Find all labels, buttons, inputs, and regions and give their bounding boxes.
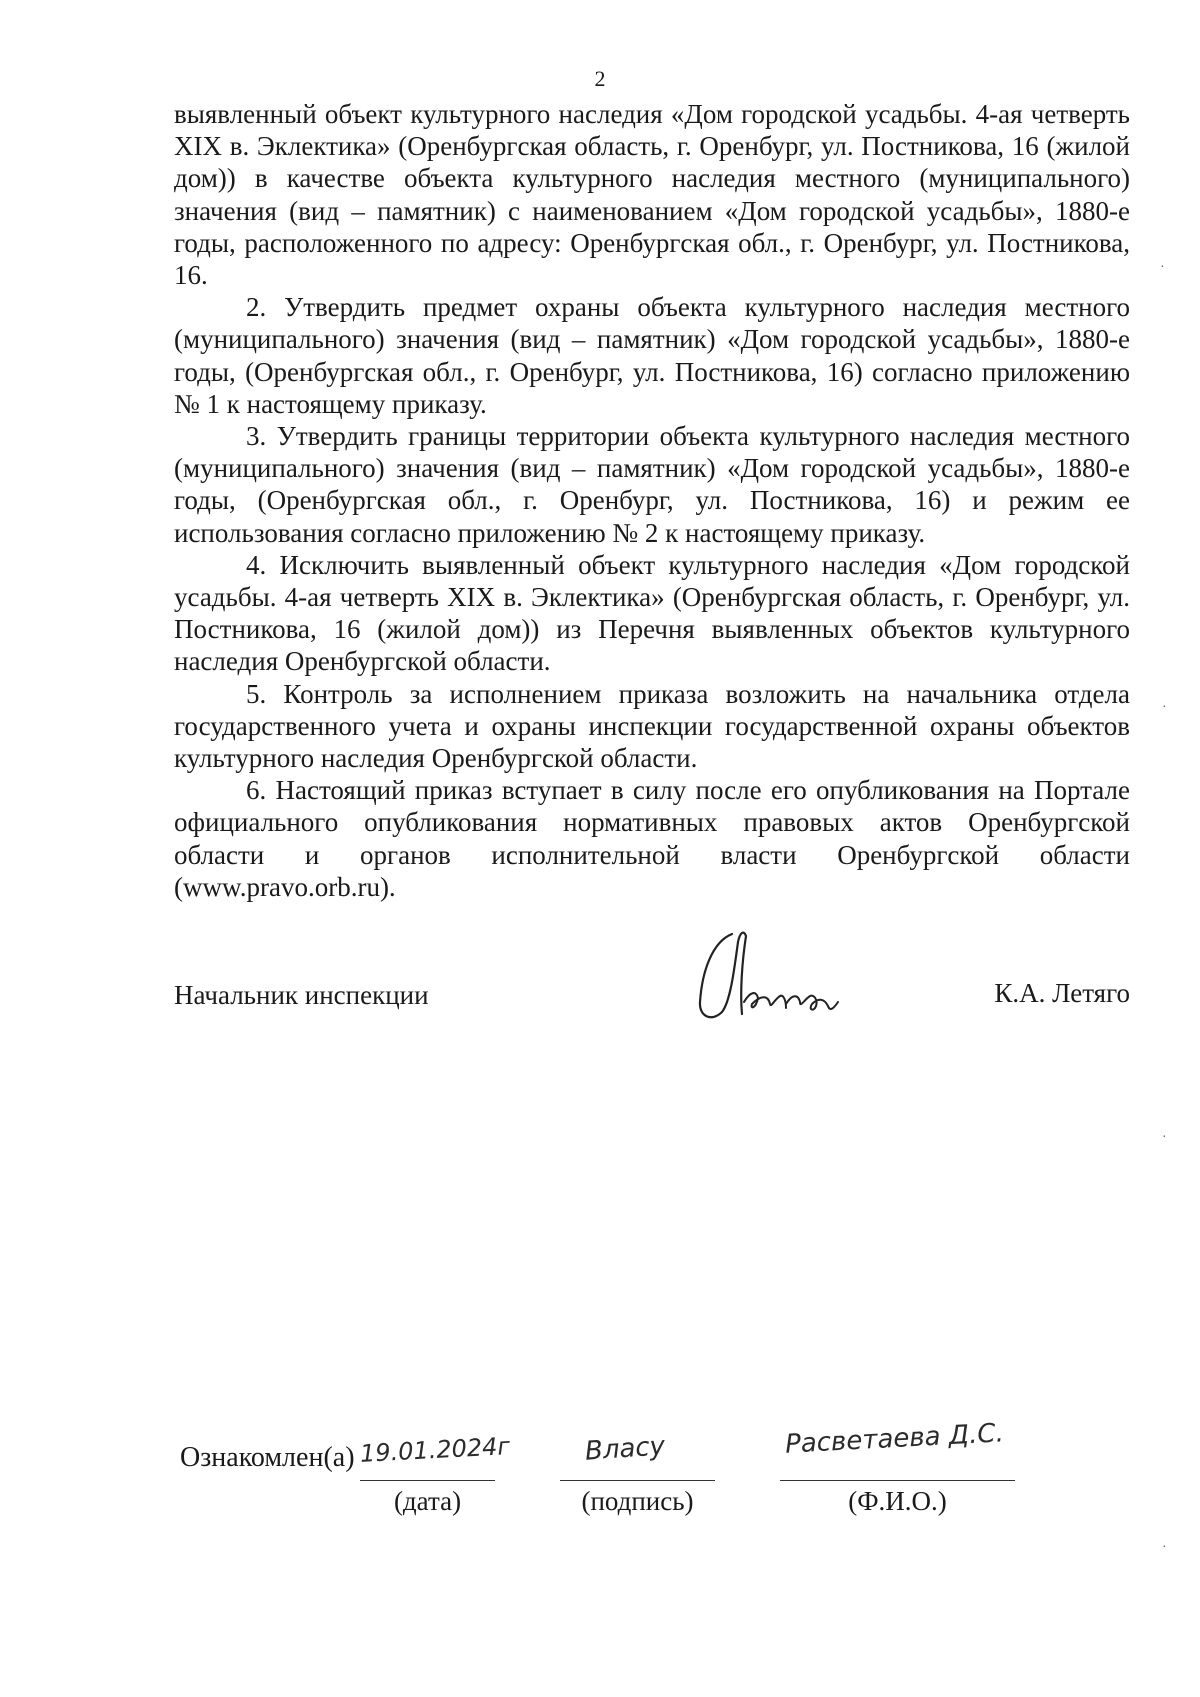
- date-line: [360, 1480, 495, 1481]
- fio-line: [780, 1480, 1015, 1481]
- signature-handwritten: Власу: [584, 1431, 667, 1467]
- paragraph-5: 5. Контроль за исполнением приказа возложить на начальника отдела государственного учета и охраны инспекции государственной охраны объектов культурного наследия Оренбургской области.: [174, 678, 1130, 774]
- signature-line: [560, 1480, 715, 1481]
- paragraph-1-continuation: выявленный объект культурного наследия «Дом городской усадьбы. 4-ая четверть XIX в. Эклектика» (Оренбургская область, г. Оренбург, ул. Постникова, 16 (жилой дом)) в качестве объекта культурного наследия местного (муниципального) значения (вид – памятник) с наименованием «Дом городской усадьбы», 1880-е годы, расположенного по адресу: Оренбургская обл., г. Оренбург, ул. Постникова, 16.: [174, 99, 1130, 291]
- acknowledgement-block: [180, 1418, 1140, 1540]
- signature-caption: (подпись): [581, 1486, 694, 1516]
- date-caption: (дата): [393, 1486, 462, 1516]
- signatory-name: К.А. Летяго: [994, 978, 1130, 1008]
- acknowledgement-label: Ознакомлен(а): [180, 1442, 355, 1473]
- document-body: [174, 98, 1130, 903]
- scan-speck: ·: [1162, 1130, 1167, 1145]
- paragraph-4: 4. Исключить выявленный объект культурного наследия «Дом городской усадьбы. 4-ая четверть XIX в. Эклектика» (Оренбургская область, г. Оренбург, ул. Постникова, 16 (жилой дом)) из Перечня выявленных объектов культурного наследия Оренбургской области.: [174, 549, 1130, 677]
- signatory-title: Начальник инспекции: [174, 980, 429, 1010]
- paragraph-2: 2. Утвердить предмет охраны объекта культурного наследия местного (муниципального) значения (вид – памятник) «Дом городской усадьбы», 1880-е годы, (Оренбургская обл., г. Оренбург, ул. Постникова, 16) согласно приложению № 1 к настоящему приказу.: [174, 292, 1130, 419]
- fio-handwritten: Расветаева Д.С.: [784, 1418, 1005, 1460]
- page-number: 2: [594, 66, 606, 91]
- paragraph-6: 6. Настоящий приказ вступает в силу после его опубликования на Портале официального опубликования нормативных правовых актов Оренбургской области и органов исполнительной власти Оренбургской области (www.pravo.orb.ru).: [174, 775, 1130, 902]
- scan-speck: ·: [1162, 700, 1167, 715]
- handwritten-signature: [672, 922, 862, 1032]
- fio-caption: (Ф.И.О.): [848, 1486, 947, 1516]
- scan-speck: ·: [1160, 260, 1165, 275]
- date-handwritten: 19.01.2024г: [359, 1432, 511, 1468]
- paragraph-3: 3. Утвердить границы территории объекта культурного наследия местного (муниципального) значения (вид – памятник) «Дом городской усадьбы», 1880-е годы, (Оренбургская обл., г. Оренбург, ул. Постникова, 16) и режим ее использования согласно приложению № 2 к настоящему приказу.: [174, 421, 1130, 548]
- scan-speck: ·: [1162, 1540, 1167, 1555]
